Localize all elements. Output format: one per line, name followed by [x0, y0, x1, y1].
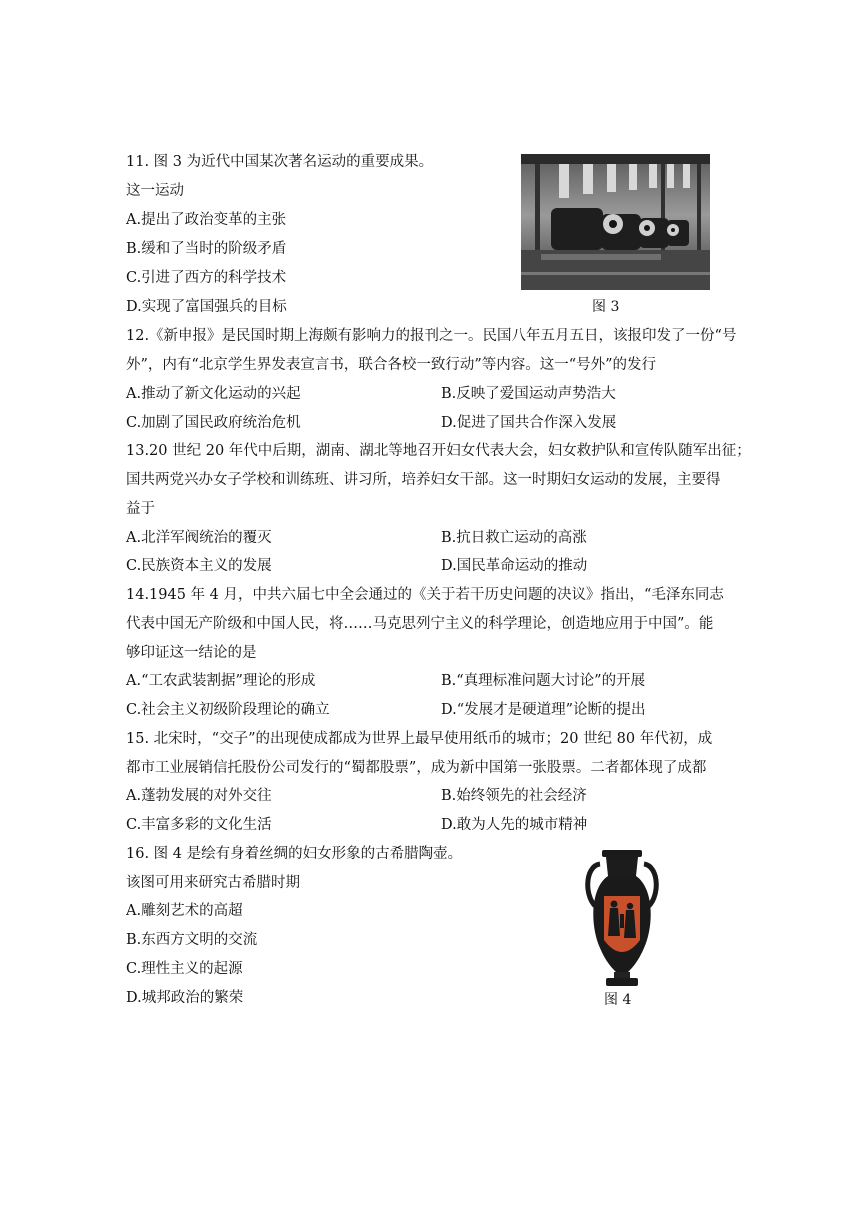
q12-option-d: D.促进了国共合作深入发展: [441, 415, 617, 431]
q16-stem-line-2: 该图可用来研究古希腊时期: [126, 875, 300, 891]
q16-option-d: D.城邦政治的繁荣: [126, 990, 244, 1006]
q15-stem-line-1: 15. 北宋时，“交子”的出现使成都成为世界上最早使用纸币的城市；20 世纪 80 年代初，成: [126, 731, 713, 747]
q14-option-d: D.“发展才是硬道理”论断的提出: [441, 702, 646, 718]
q12-option-c: C.加剧了国民政府统治危机: [126, 415, 301, 431]
q15-option-c: C.丰富多彩的文化生活: [126, 817, 272, 833]
q11-option-a: A.提出了政治变革的主张: [126, 212, 287, 228]
q13-option-b: B.抗日救亡运动的高涨: [441, 530, 587, 546]
q14-stem-line-2: 代表中国无产阶级和中国人民，将……马克思列宁主义的科学理论，创造地应用于中国”。能: [126, 616, 714, 632]
q12-option-b: B.反映了爱国运动声势浩大: [441, 386, 616, 402]
q12-stem-line-1: 12.《新申报》是民国时期上海颇有影响力的报刊之一。民国八年五月五日，该报印发了一份“号: [126, 328, 737, 344]
q14-stem-line-3: 够印证这一结论的是: [126, 645, 257, 661]
q11-option-b: B.缓和了当时的阶级矛盾: [126, 241, 287, 257]
q13-stem-line-3: 益于: [126, 501, 155, 517]
q13-stem-line-1: 13.20 世纪 20 年代中后期，湖南、湖北等地召开妇女代表大会，妇女救护队和宣传队随军出征；: [126, 443, 751, 459]
q13-stem-line-2: 国共两党兴办女子学校和训练班、讲习所，培养妇女干部。这一时期妇女运动的发展，主要得: [126, 472, 721, 488]
q15-stem-line-2: 都市工业展销信托股份公司发行的“蜀都股票”，成为新中国第一张股票。二者都体现了成都: [126, 760, 707, 776]
q16-stem-line-1: 16. 图 4 是绘有身着丝绸的妇女形象的古希腊陶壶。: [126, 846, 463, 862]
figure-4-greek-amphora: [582, 848, 662, 988]
q16-option-b: B.东西方文明的交流: [126, 932, 258, 948]
q16-option-a: A.雕刻艺术的高超: [126, 903, 243, 919]
figure-4-caption: 图 4: [604, 992, 632, 1008]
q16-option-c: C.理性主义的起源: [126, 961, 243, 977]
figure-3-factory-photo: [521, 154, 710, 290]
q14-option-b: B.“真理标准问题大讨论”的开展: [441, 673, 646, 689]
figure-3-caption: 图 3: [592, 299, 620, 315]
q13-option-d: D.国民革命运动的推动: [441, 558, 588, 574]
q11-option-d: D.实现了富国强兵的目标: [126, 299, 287, 315]
q14-option-c: C.社会主义初级阶段理论的确立: [126, 702, 330, 718]
q11-option-c: C.引进了西方的科学技术: [126, 270, 287, 286]
q14-stem-line-1: 14.1945 年 4 月，中共六届七中全会通过的《关于若干历史问题的决议》指出，“毛泽东同志: [126, 587, 724, 603]
q11-stem-line-2: 这一运动: [126, 183, 184, 199]
q12-option-a: A.推动了新文化运动的兴起: [126, 386, 301, 402]
q15-option-d: D.敢为人先的城市精神: [441, 817, 588, 833]
q15-option-a: A.蓬勃发展的对外交往: [126, 788, 272, 804]
q12-stem-line-2: 外”，内有“北京学生界发表宣言书，联合各校一致行动”等内容。这一“号外”的发行: [126, 357, 657, 373]
q13-option-a: A.北洋军阀统治的覆灭: [126, 530, 272, 546]
q15-option-b: B.始终领先的社会经济: [441, 788, 587, 804]
q11-stem-line-1: 11. 图 3 为近代中国某次著名运动的重要成果。: [126, 154, 434, 170]
q13-option-c: C.民族资本主义的发展: [126, 558, 272, 574]
q14-option-a: A.“工农武装割据”理论的形成: [126, 673, 316, 689]
